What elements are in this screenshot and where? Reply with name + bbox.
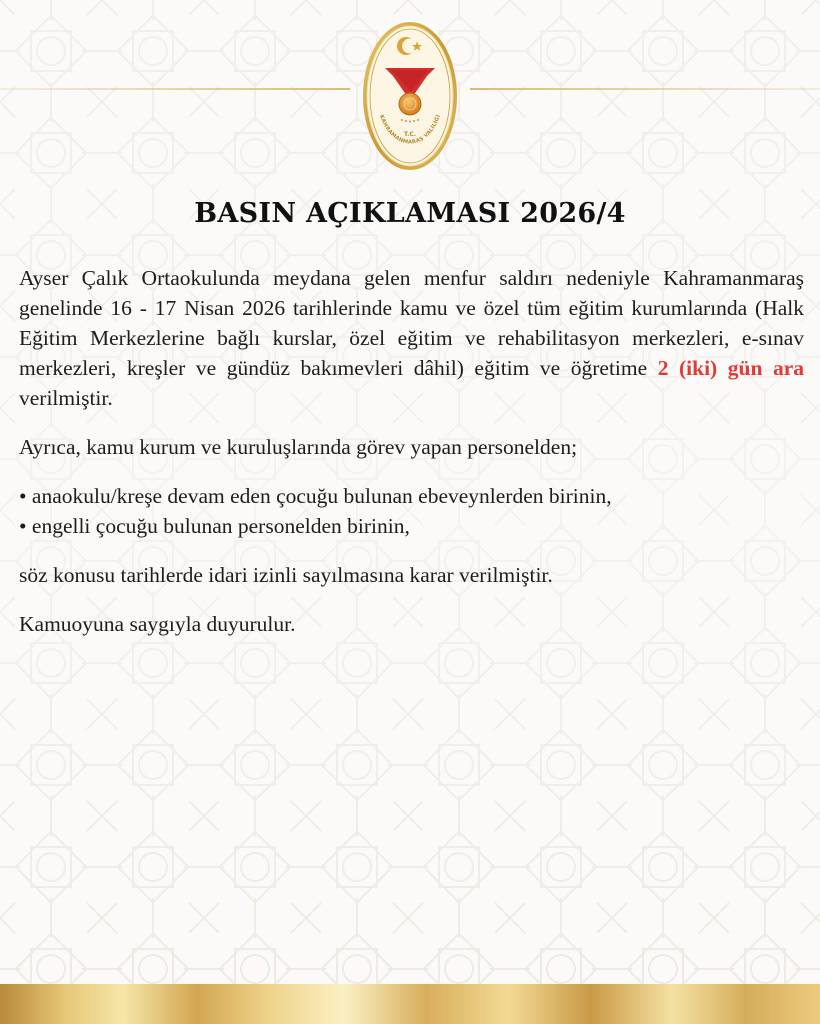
seal-top-text: T.C. (403, 131, 417, 138)
paragraph-decision: söz konusu tarihlerde idari izinli sayılmasına karar verilmiştir. (19, 563, 553, 587)
bullet-item: • engelli çocuğu bulunan personelden birinin, (19, 514, 410, 538)
bullet-item: • anaokulu/kreşe devam eden çocuğu bulunan ebeveynlerden birinin, (19, 484, 612, 508)
paragraph-closing: Kamuoyuna saygıyla duyurulur. (19, 612, 296, 636)
header-divider-right (470, 88, 820, 90)
footer-gold-band (0, 984, 820, 1024)
paragraph-main (19, 263, 804, 413)
announcement-body (19, 263, 804, 639)
page-title: BASIN AÇIKLAMASI 2026/4 (194, 198, 626, 229)
paragraph-main-text: Ayser Çalık Ortaokulunda meydana gelen menfur saldırı nedeniyle Kahramanmaraş genelinde 16 - 17 Nisan 2026 tarihlerinde kamu ve özel tüm eğitim kurumlarında (Halk Eğitim Merkezlerine bağlı kurslar, özel eğitim ve rehabilitasyon merkezleri, e-sınav merkezleri, kreşler ve gündüz bakımevleri dâhil) eğitim ve öğretime (19, 266, 804, 380)
paragraph-main-ending: verilmiştir. (19, 386, 113, 410)
highlight-duration: 2 (iki) gün ara (657, 356, 805, 380)
header-divider-left (0, 88, 350, 90)
paragraph-personnel: Ayrıca, kamu kurum ve kuruluşlarında görev yapan personelden; (19, 435, 578, 459)
governorship-seal-logo (361, 20, 459, 172)
bullet-list (19, 481, 804, 541)
seal-arc-text: KAHRAMANMARAŞ VALİLİĞİ (378, 114, 442, 146)
